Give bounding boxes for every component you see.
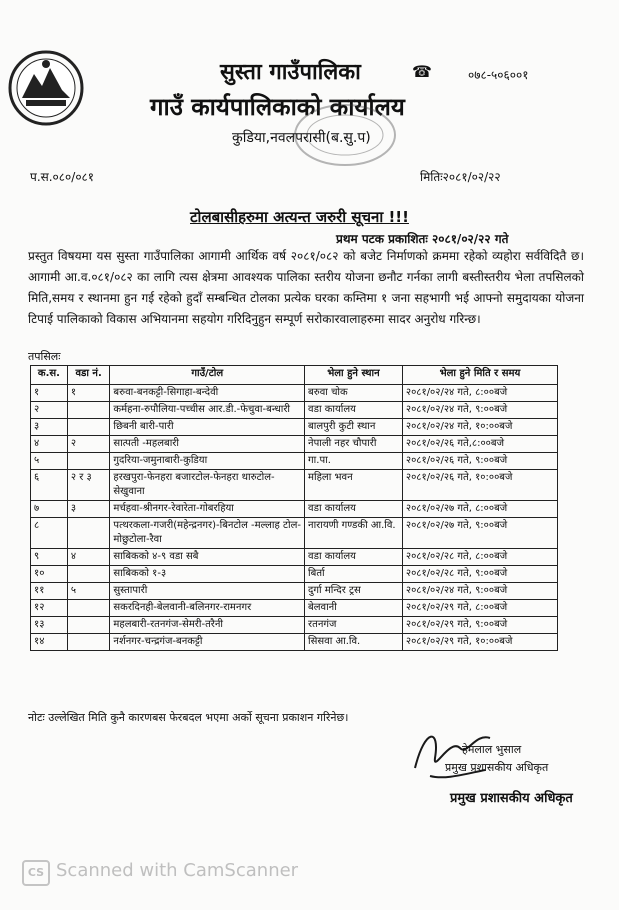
cell-venue: नारायणी गण्डकी आ.वि. — [305, 518, 403, 549]
phone-number: ०७८-५०६००१ — [468, 68, 529, 82]
cell-venue: महिला भवन — [305, 470, 403, 501]
table-row — [31, 501, 558, 518]
cell-ward — [67, 566, 110, 583]
signer-title: प्रमुख प्रशासकीय अधिकृत — [445, 761, 549, 774]
reference-number: प.स.०८०/०८१ — [30, 170, 95, 184]
notice-body: प्रस्तुत विषयमा यस सुस्ता गाउँपालिका आगामी आर्थिक वर्ष २०८१/०८२ को बजेट निर्माणको क्रममा रहेको व्यहोरा सर्वविदितै छ। आगामी आ.व.०८१/०८२ का लागि त्यस क्षेत्रमा आवश्यक पालिका स्तरीय योजना छनौट गर्नका लागी बस्तीस्तरीय भेला तपसिलको मिति,समय र स्थानमा हुन गई रहेको हुदाँ सम्बन्धित टोलका प्रत्येक घरका कम्तिमा १ जना सहभागी भई आफ्नो समुदायका योजना टिपाई पालिकाको विकास अभियानमा सहयोग गरिदिनुहुन सम्पूर्ण सरोकारवालाहरुमा सादर अनुरोध गरिन्छ। — [28, 249, 584, 326]
cell-place: कर्महना-रुपौलिया-पच्चीस आर.डी.-फेचुवा-बन्धारी — [110, 402, 305, 419]
cell-place: महलबारी-रतनगंज-सेमरी-तरैनी — [110, 617, 305, 634]
table-row — [31, 470, 558, 501]
signer-name: हेमलाल भुसाल — [462, 743, 522, 756]
cell-venue: वडा कार्यालय — [305, 549, 403, 566]
office-title: गाउँ कार्यपालिकाको कार्यालय — [150, 92, 405, 121]
table-row — [31, 600, 558, 617]
cell-venue: बेलवानी — [305, 600, 403, 617]
notice-title: टोलबासीहरुमा अत्यन्त जरुरी सूचना !!! — [190, 208, 409, 226]
cell-venue: दुर्गा मन्दिर ट्रस — [305, 583, 403, 600]
cell-sn: १४ — [31, 634, 68, 651]
cell-time: २०८१/०२/२४ गते, ९:००बजे — [402, 583, 557, 600]
cell-venue: बालपुरी कुटी स्थान — [305, 419, 403, 436]
cell-venue: वडा कार्यालय — [305, 402, 403, 419]
telephone-icon: ☎ — [412, 62, 432, 81]
table-row — [31, 549, 558, 566]
cell-place: सकरदिनही-बेलवानी-बलिनगर-रामनगर — [110, 600, 305, 617]
cell-ward — [67, 402, 110, 419]
cell-venue: गा.पा. — [305, 453, 403, 470]
scanner-watermark — [22, 860, 298, 886]
cell-time: २०८१/०२/२७ गते, ९:००बजे — [402, 518, 557, 549]
office-address: कुडिया,नवलपरासी(ब.सु.प) — [232, 130, 371, 146]
cell-time: २०८१/०२/२४ गते, ८:००बजे — [402, 385, 557, 402]
column-header-place: गाउँ/टोल — [110, 366, 305, 385]
column-header-ward: वडा नं. — [67, 366, 110, 385]
cell-place: सात्पती -महलबारी — [110, 436, 305, 453]
table-row — [31, 436, 558, 453]
cell-venue: वडा कार्यालय — [305, 501, 403, 518]
cell-ward — [67, 617, 110, 634]
table-row — [31, 402, 558, 419]
cell-sn: २ — [31, 402, 68, 419]
table-row — [31, 385, 558, 402]
cell-time: २०८१/०२/२४ गते, ९:००बजे — [402, 402, 557, 419]
cell-venue: बरुवा चोक — [305, 385, 403, 402]
cell-venue: सिसवा आ.वि. — [305, 634, 403, 651]
cell-time: २०८१/०२/२९ गते, ९:००बजे — [402, 617, 557, 634]
cell-ward — [67, 453, 110, 470]
cell-place: नर्शनगर-चन्द्रगंज-बनकट्टी — [110, 634, 305, 651]
cell-time: २०८१/०२/२६ गते, ९:००बजे — [402, 453, 557, 470]
cell-place: छिबनी बारी-पारी — [110, 419, 305, 436]
cell-sn: ७ — [31, 501, 68, 518]
cell-sn: १ — [31, 385, 68, 402]
office-stamp — [290, 100, 400, 170]
stamp-title: प्रमुख प्रशासकीय अधिकृत — [450, 791, 573, 806]
cell-place: साबिकको ४-९ वडा सबै — [110, 549, 305, 566]
office-name: सुस्ता गाउँपालिका — [220, 59, 361, 85]
schedule-table — [30, 365, 558, 651]
cell-place: सुस्तापारी — [110, 583, 305, 600]
footer-note: नोटः उल्लेखित मिति कुनै कारणबस फेरबदल भएमा अर्को सूचना प्रकाशन गरिनेछ। — [28, 711, 349, 724]
cell-ward — [67, 634, 110, 651]
cell-time: २०८१/०२/२४ गते, १०:००बजे — [402, 419, 557, 436]
cell-sn: ११ — [31, 583, 68, 600]
table-row — [31, 419, 558, 436]
cell-ward: ४ — [67, 549, 110, 566]
cell-sn: १० — [31, 566, 68, 583]
letter-date: मितिः२०८१/०२/२२ — [420, 170, 501, 184]
cell-sn: ३ — [31, 419, 68, 436]
cell-ward: १ — [67, 385, 110, 402]
cell-venue: रतनगंज — [305, 617, 403, 634]
cell-venue: बिर्ता — [305, 566, 403, 583]
list-label: तपसिलः — [28, 350, 61, 363]
table-row — [31, 518, 558, 549]
cell-sn: ६ — [31, 470, 68, 501]
publish-date-line: प्रथम पटक प्रकाशितः २०८१/०२/२२ गते — [336, 232, 509, 246]
cell-ward — [67, 600, 110, 617]
cell-place: साबिकको १-३ — [110, 566, 305, 583]
emblem-logo — [6, 50, 86, 126]
table-header-row — [31, 366, 558, 385]
table-row — [31, 583, 558, 600]
table-row — [31, 453, 558, 470]
cell-ward — [67, 419, 110, 436]
cell-time: २०८१/०२/२९ गते, ८:००बजे — [402, 600, 557, 617]
cell-place: पत्थरकला-गजरी(महेन्द्रनगर)-बिनटोल -मल्लाह टोल-मोछुटोला-रैवा — [110, 518, 305, 549]
cell-place: हरखपुरा-फेनहरा बजारटोल-फेनहरा थारुटोल- सेखुवाना — [110, 470, 305, 501]
cell-sn: १२ — [31, 600, 68, 617]
cell-sn: ४ — [31, 436, 68, 453]
column-header-sn: क.स. — [31, 366, 68, 385]
table-row — [31, 566, 558, 583]
table-row — [31, 617, 558, 634]
cell-venue: नेपाली नहर चौपारी — [305, 436, 403, 453]
cell-sn: १३ — [31, 617, 68, 634]
cell-ward: २ र ३ — [67, 470, 110, 501]
cell-ward: ३ — [67, 501, 110, 518]
watermark-text: Scanned with CamScanner — [56, 860, 299, 881]
cell-ward — [67, 518, 110, 549]
cell-ward: ५ — [67, 583, 110, 600]
cell-sn: ५ — [31, 453, 68, 470]
cell-time: २०८१/०२/२६ गते,८:००बजे — [402, 436, 557, 453]
cell-time: २०८१/०२/२८ गते, ८:००बजे — [402, 549, 557, 566]
cell-time: २०८१/०२/२६ गते, १०:००बजे — [402, 470, 557, 501]
cell-time: २०८१/०२/२९ गते, १०:००बजे — [402, 634, 557, 651]
column-header-time: भेला हुने मिति र समय — [402, 366, 557, 385]
cell-place: गुदरिया-जमुनाबारी-कुडिया — [110, 453, 305, 470]
cell-place: मर्चहवा-श्रीनगर-रेवारेता-गोबरहिया — [110, 501, 305, 518]
cell-sn: ८ — [31, 518, 68, 549]
table-row — [31, 634, 558, 651]
camscanner-icon: CS — [22, 860, 50, 886]
cell-sn: ९ — [31, 549, 68, 566]
column-header-venue: भेला हुने स्थान — [305, 366, 403, 385]
cell-ward: २ — [67, 436, 110, 453]
cell-place: बरुवा-बनकट्टी-सिगाहा-बन्देवी — [110, 385, 305, 402]
cell-time: २०८१/०२/२७ गते, ८:००बजे — [402, 501, 557, 518]
schedule-table-body — [31, 385, 558, 651]
cell-time: २०८१/०२/२८ गते, ९:००बजे — [402, 566, 557, 583]
